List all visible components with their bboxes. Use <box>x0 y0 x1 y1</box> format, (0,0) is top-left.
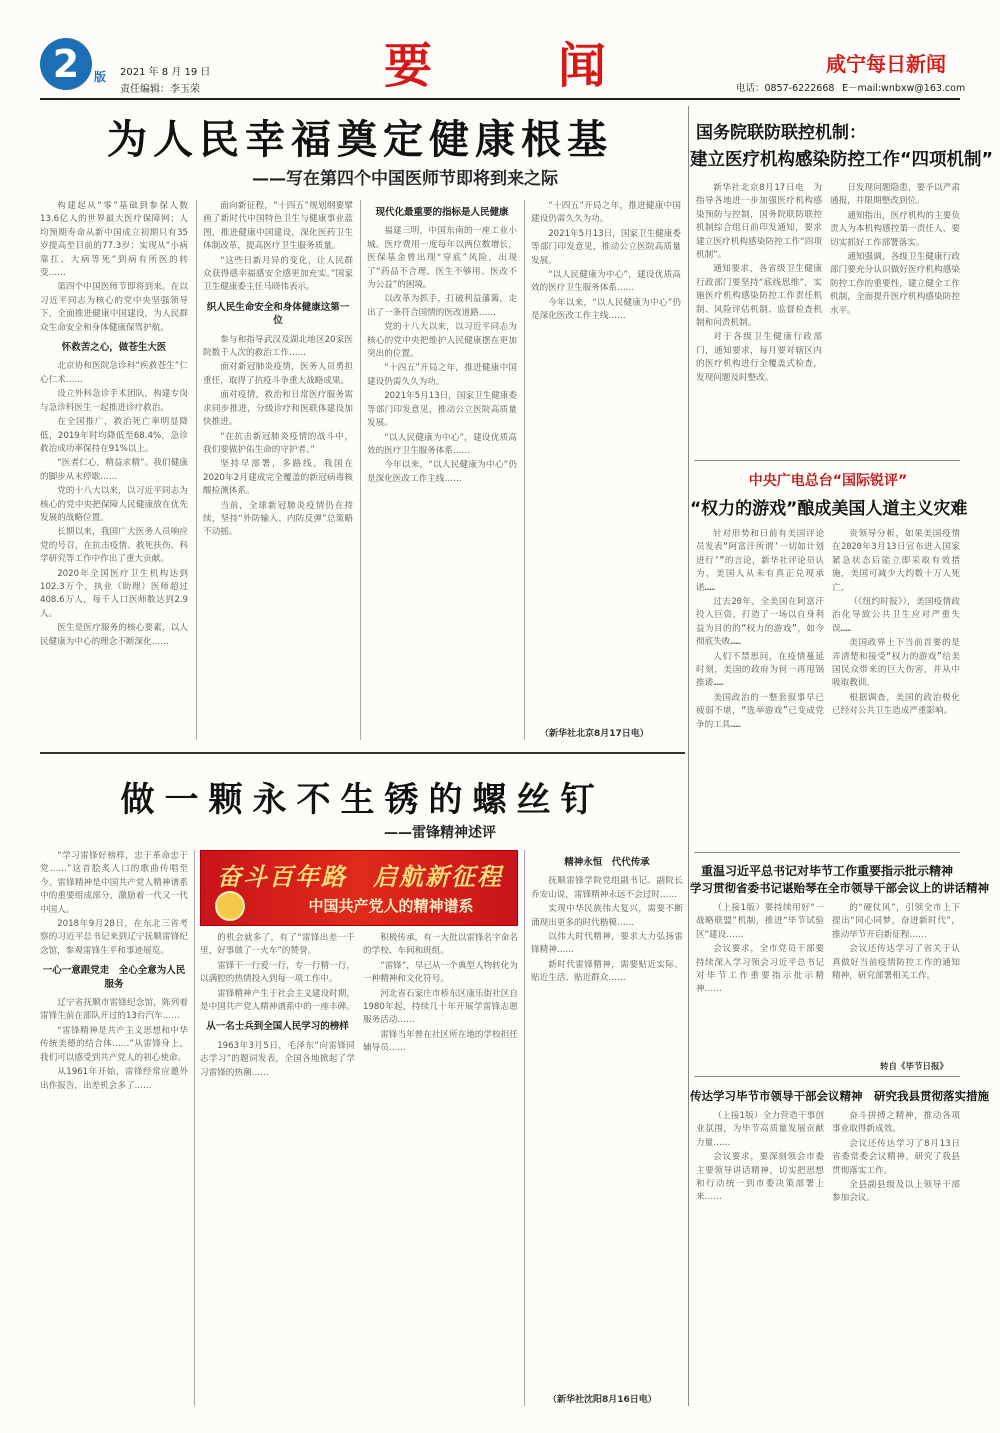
lead-title: 为人民幸福奠定健康根基 <box>107 117 613 163</box>
right3-column-2: 的“硬仗风”，引领全市上下提出“同心同梦，奋进新时代”，推动毕节开启新征程…… 会议还传达学习了省关于认真做好当前疫情防控工作的通知精神，研究部署相关工作。 <box>832 903 960 982</box>
lead-subhead-3: 现代化最重要的指标是人民健康 <box>375 207 509 218</box>
right3-title-2: 学习贯彻省委书记谌贻琴在全市领导干部会议上的讲话精神 <box>690 881 989 895</box>
lower-column-1: “学习雷锋好榜样，忠于革命忠于党……”这首脍炙人口的歌曲传唱至今。雷锋精神是中国共产党人精神谱系中的重要组成部分，激励着一代又一代中国人。 2018年9月28日，在东北三省考察的习近平总书记来到辽宁抚顺雷锋纪念馆，参观雷锋生平和事迹展览。 一心一意跟党走 全心全意为人民服务 辽宁省抚顺市雷锋纪念馆，陈列着雷锋生前在部队开过的13台汽车…… “雷锋精神是共产主义思想和中华传统美德的结合体……”从雷锋身上，我们可以感受到共产党人的初心使命。 从1961年开始，雷锋经常应邀外出作报告，出差机会多了…… <box>40 851 188 1091</box>
lead-dateline: （新华社北京8月17日电） <box>540 729 649 739</box>
right4-title: 传达学习毕节市领导干部会议精神 研究我县贯彻落实措施 <box>690 1089 989 1103</box>
right1-column-2: 日发现问题隐患，要予以严肃通报，并限期整改到位。 通知指出，医疗机构的主要负责人为本机构感控第一责任人，要切实抓好工作部署落实。 通知强调，各级卫生健康行政部门要充分认识做好医疗机构感染防控工作的重要性，建立健全工作机制，全面提升医疗机构感染防控水平。 <box>830 183 960 316</box>
right2-column-1: 针对形势和日前有美国评论员发表“阿富汗所谓‘一切如计划进行’”的言论，新华社评论员认为，美国人从未有真正兑现承诺…… 过去20年，全美国在阿富汗投入巨资，打造了一场以自身利益为目的的“权力的游戏”，如今彻底失败…… 人们不禁思问，在疫情蔓延时刻，美国的政府为何一再甩锅推诿…… 美国政治的一整套叙事早已疲弱不堪，“选举游戏”已变成党争的工具…… <box>696 529 824 730</box>
masthead <box>0 0 1000 106</box>
lower-subhead-4: 精神永恒 代代传承 <box>564 857 650 868</box>
lower-title: 做一颗永不生锈的螺丝钉 <box>120 780 605 820</box>
lead-subhead-1: 怀救苦之心，做苍生大医 <box>61 342 167 354</box>
page-number: 2 <box>40 38 92 90</box>
issue-date: 2021 年 8 月 19 日 <box>120 67 211 78</box>
right3-byline: 转自《毕节日报》 <box>880 1062 949 1072</box>
page-unit: 版 <box>94 70 107 84</box>
lower-column-2: 的机会就多了，有了“雷锋出差一千里，好事做了一火车”的赞誉。 雷锋干一行爱一行，专一行精一行，以满腔的热情投入到每一项工作中。 雷锋精神产生于社会主义建设时期，是中国共产党人精神谱系中的一座丰碑。 从一名士兵到全国人民学习的榜样 1963年3月5日，毛泽东“向雷锋同志学习”的题词发表，全国各地掀起了学习雷锋的热潮…… <box>200 933 355 1078</box>
right4-column-1: （上接1版）全力营造干事创业氛围，为毕节高质量发展贡献力量…… 会议要求，要深刻领会市委主要领导讲话精神，切实把思想和行动统一到市委决策部署上来…… <box>696 1111 824 1203</box>
right3-title-1: 重温习近平总书记对毕节工作重要指示批示精神 <box>700 864 953 878</box>
lower-column-4: 精神永恒 代代传承 抚顺雷锋学院党组副书记、副院长乔安山说，雷锋精神永远不会过时…… 实现中华民族伟大复兴，需要不断涌现出更多的时代楷模…… 以伟大时代精神，要求大力弘扬雷锋精神…… 新时代雷锋精神，需要贴近实际、贴近生活、贴近群众…… <box>531 857 683 984</box>
right2-title: “权力的游戏”酿成美国人道主义灾难 <box>690 499 968 519</box>
lead-column-4: “十四五”开局之年，推进健康中国建设仍需久久为功。 2021年5月13日，国家卫生健康委等部门印发意见，推动公立医院高质量发展。 “以人民健康为中心”，建设优质高效的医疗卫生服务体系…… 今年以来，“以人民健康为中心”仍是深化医改工作主线…… <box>531 201 681 322</box>
section-editor: 责任编辑：李玉荣 <box>120 84 200 95</box>
right2-kicker: 中央广电总台“国际锐评” <box>748 473 908 489</box>
masthead-rule <box>40 98 960 100</box>
lower-subhead-1: 一心一意跟党走 全心全意为人民服务 <box>42 965 186 990</box>
banner-line-1: 奋斗百年路 启航新征程 <box>217 863 503 891</box>
lower-subhead-2: 从一名士兵到全国人民学习的榜样 <box>206 1021 349 1033</box>
lower-subtitle: ——雷锋精神述评 <box>384 825 496 841</box>
right1-column-1: 新华社北京8月17日电 为指导各地进一步加强医疗机构感染预防与控制，国务院联防联控机制综合组日前印发通知，要求建立医疗机构感染防控工作“四项机制”。 通知要求，各省级卫生健康行政部门要坚持“底线思维”，实施医疗机构感染防控工作责任机制、风险评估机制、监督检查机制和问责机制。 对于各级卫生健康行政部门，通知要求，每月要对辖区内的医疗机构进行全覆盖式检查，发现问题及时整改。 <box>696 183 822 383</box>
lead-column-2: 面向新征程，“十四五”规划纲要擘画了新时代中国特色卫生与健康事业蓝图，推进健康中国建设，深化医药卫生体制改革，提高医疗卫生服务质量。 “这些日新月异的变化，让人民群众获得感幸福感安全感更加充实。”国家卫生健康委主任马晓伟表示。 织人民生命安全和身体健康这第一位 参与和指导武汉及湖北地区20家医院数千人次的救治工作…… 面对新冠肺炎疫情，医务人员勇担重任，取得了抗疫斗争重大战略成果。 面对疫情，救治和日常医疗服务需求同步推进，分级诊疗和医联体建设加快推进。 “在抗击新冠肺炎疫情的战斗中，我们要做护佑生命的守护者。” 坚持早部署，多路线，我国在2020年2月建成完全覆盖的新冠病毒核酸检测体系。 当前，全球新冠肺炎疫情仍在持续，坚持“外防输入、内防反弹”总策略不动摇。 <box>203 201 353 538</box>
right1-title: 建立医疗机构感染防控工作“四项机制” <box>690 150 994 170</box>
banner-line-2: 中国共产党人的精神谱系 <box>308 897 474 915</box>
lead-column-1: 构建起从“零”基础到参保人数13.6亿人的世界最大医疗保障网；人均预期寿命从新中国成立初期只有35岁提高至目前的77.3岁；实现从“小病靠扛、大病等死”到病有所医的转变…… 第四个中国医师节即将到来。在以习近平同志为核心的党中央坚强领导下，全面推进健康中国建设，为人民群众生命安全和身体健康保驾护航。 怀救苦之心，做苍生大医 北京协和医院急诊科“疾救苍生”仁心仁术…… 设立外科急诊手术团队，构建专岗与急诊科医生一起推进诊疗救治。 在全国推广，救治死亡率明显降低，2019年时均降低至68.4%，急诊救治成功率保持在91%以上。 “医者仁心，精益求精”。我们健康的脚步从未停歇…… 党的十八大以来，以习近平同志为核心的党中央把保障人民健康放在优先发展的战略位置。 长期以来，我国广大医务人员响应党的号召，在抗击疫情、救死扶伤、科学研究等工作中作出了重大贡献。 2020年全国医疗卫生机构达到102.3万个，执业（助理）医师超过408.6万人，每千人口医师数达到2.9人。 医生是医疗服务的核心要素，以人民健康为中心的理念不断深化…… <box>40 201 188 647</box>
email: E－mail:wnbxw@163.com <box>842 83 966 94</box>
right1-kicker: 国务院联防联控机制： <box>696 123 866 143</box>
lead-column-3: 现代化最重要的指标是人民健康 福建三明，中国东南的一座工业小城。医疗费用一度每年以两位数增长，医保基金曾出现“穿底”风险，出现了“药品不合理、医生不够用、医改不为公益”的困境。 以改革为抓手，打破利益藩篱，走出了一条符合国情的医改道路…… 党的十八大以来，以习近平同志为核心的党中央把维护人民健康摆在更加突出的位置。 “十四五”开局之年，推进健康中国建设仍需久久为功。 2021年5月13日，国家卫生健康委等部门印发意见，推动公立医院高质量发展。 “以人民健康为中心”，建设优质高效的医疗卫生服务体系…… 今年以来，“以人民健康为中心”仍是深化医改工作主线…… <box>367 207 517 484</box>
right4-column-2: 奋斗拼搏之精神，推动各项事业取得新成效。 会议还传达学习了8月13日省委常委会议精神，研究了我县贯彻落实工作。 全县副县级及以上领导干部参加会议。 <box>832 1111 960 1204</box>
party-emblem-icon <box>215 891 245 921</box>
right3-column-1: （上接1版）要持续用好“一战略联盟”机制，推进“毕节试验区”建设…… 会议要求，全市党员干部要持续深入学习领会习近平总书记对毕节工作重要指示批示精神…… <box>696 903 824 995</box>
lower-dateline: （新华社沈阳8月16日电） <box>548 1395 657 1405</box>
lead-subhead-2: 织人民生命安全和身体健康这第一位 <box>206 301 350 327</box>
paper-name: 咸宁每日新闻 <box>826 52 946 76</box>
spirit-banner <box>200 850 518 926</box>
section-title: 要 闻 <box>383 38 616 94</box>
lead-subtitle: ——写在第四个中国医师节即将到来之际 <box>252 169 558 189</box>
phone: 电话：0857-6222668 <box>736 83 835 94</box>
lower-column-3: 积极传承，有一大批以雷锋名字命名的学校、车间和班组。 “雷锋”，早已从一个典型人物转化为一种精神和文化符号。 河北省石家庄市桥东区康乐街社区自1980年起，持续几十年开展学雷锋志愿服务活动…… 雷锋当年曾在社区所在地的学校担任辅导员…… <box>363 933 518 1054</box>
right2-column-2: 贵领导分析，如果美国疫情在2020年3月13日宣布进入国家紧急状态后能立即采取有效措施，美国可减少大约数十万人死亡。 （《纽约时报》），美国疫情政治化导致公共卫生应对严重失误…… 美国政界上下当前首要的是弄清楚和接受“权力的游戏”给美国民众带来的巨大伤害，并从中吸取教训。 根据调查，美国的政治极化已经对公共卫生造成严重影响。 <box>832 529 960 717</box>
